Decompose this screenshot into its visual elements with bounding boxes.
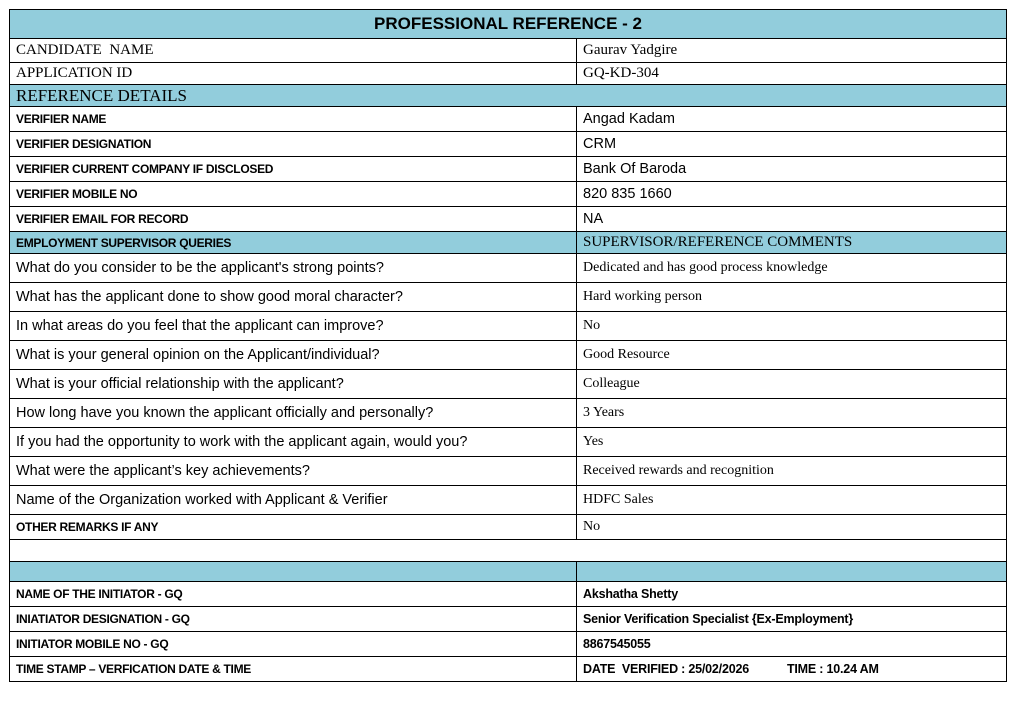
query-question: How long have you known the applicant officially and personally? xyxy=(10,399,577,428)
initiator-value: Akshatha Shetty xyxy=(577,582,1007,607)
verifier-label: VERIFIER DESIGNATION xyxy=(10,132,577,157)
query-question: What do you consider to be the applicant's strong points? xyxy=(10,254,577,283)
query-question: If you had the opportunity to work with the applicant again, would you? xyxy=(10,428,577,457)
verifier-label: VERIFIER EMAIL FOR RECORD xyxy=(10,207,577,232)
query-question: What is your official relationship with the applicant? xyxy=(10,370,577,399)
query-question: What is your general opinion on the Applicant/individual? xyxy=(10,341,577,370)
query-answer: Hard working person xyxy=(577,283,1007,312)
verifier-value: NA xyxy=(577,207,1007,232)
query-question: What were the applicant’s key achievements? xyxy=(10,457,577,486)
blank-header-cell xyxy=(577,562,1007,582)
timestamp-value xyxy=(577,657,1007,682)
query-answer: No xyxy=(577,312,1007,341)
verifier-label: VERIFIER NAME xyxy=(10,107,577,132)
initiator-label: INITIATOR MOBILE NO - GQ xyxy=(10,632,577,657)
initiator-label: NAME OF THE INITIATOR - GQ xyxy=(10,582,577,607)
verifier-label: VERIFIER MOBILE NO xyxy=(10,182,577,207)
query-answer: Colleague xyxy=(577,370,1007,399)
other-remarks-value: No xyxy=(577,515,1007,540)
verifier-value: Bank Of Baroda xyxy=(577,157,1007,182)
verifier-label: VERIFIER CURRENT COMPANY IF DISCLOSED xyxy=(10,157,577,182)
date-verified: DATE VERIFIED : 25/02/2026 xyxy=(583,662,749,676)
candidate-name-label: CANDIDATE NAME xyxy=(10,39,577,63)
queries-header: EMPLOYMENT SUPERVISOR QUERIES xyxy=(10,232,577,254)
empty-row xyxy=(10,540,1007,562)
verifier-value: 820 835 1660 xyxy=(577,182,1007,207)
initiator-value: 8867545055 xyxy=(577,632,1007,657)
query-answer: Dedicated and has good process knowledge xyxy=(577,254,1007,283)
page-title: PROFESSIONAL REFERENCE - 2 xyxy=(10,10,1007,39)
initiator-value: Senior Verification Specialist {Ex-Employment} xyxy=(577,607,1007,632)
query-question: What has the applicant done to show good moral character? xyxy=(10,283,577,312)
query-answer: HDFC Sales xyxy=(577,486,1007,515)
query-answer: Received rewards and recognition xyxy=(577,457,1007,486)
application-id: GQ-KD-304 xyxy=(577,63,1007,85)
verifier-value: CRM xyxy=(577,132,1007,157)
comments-header: SUPERVISOR/REFERENCE COMMENTS xyxy=(577,232,1007,254)
query-answer: 3 Years xyxy=(577,399,1007,428)
query-question: In what areas do you feel that the applicant can improve? xyxy=(10,312,577,341)
verifier-value: Angad Kadam xyxy=(577,107,1007,132)
application-id-label: APPLICATION ID xyxy=(10,63,577,85)
blank-header-cell xyxy=(10,562,577,582)
candidate-name: Gaurav Yadgire xyxy=(577,39,1007,63)
reference-details-header: REFERENCE DETAILS xyxy=(10,85,1007,107)
time-verified: TIME : 10.24 AM xyxy=(786,662,879,676)
initiator-label: INIATIATOR DESIGNATION - GQ xyxy=(10,607,577,632)
other-remarks-label: OTHER REMARKS IF ANY xyxy=(10,515,577,540)
query-question: Name of the Organization worked with Applicant & Verifier xyxy=(10,486,577,515)
query-answer: Yes xyxy=(577,428,1007,457)
timestamp-label: TIME STAMP – VERFICATION DATE & TIME xyxy=(10,657,577,682)
reference-table xyxy=(9,9,1007,682)
query-answer: Good Resource xyxy=(577,341,1007,370)
